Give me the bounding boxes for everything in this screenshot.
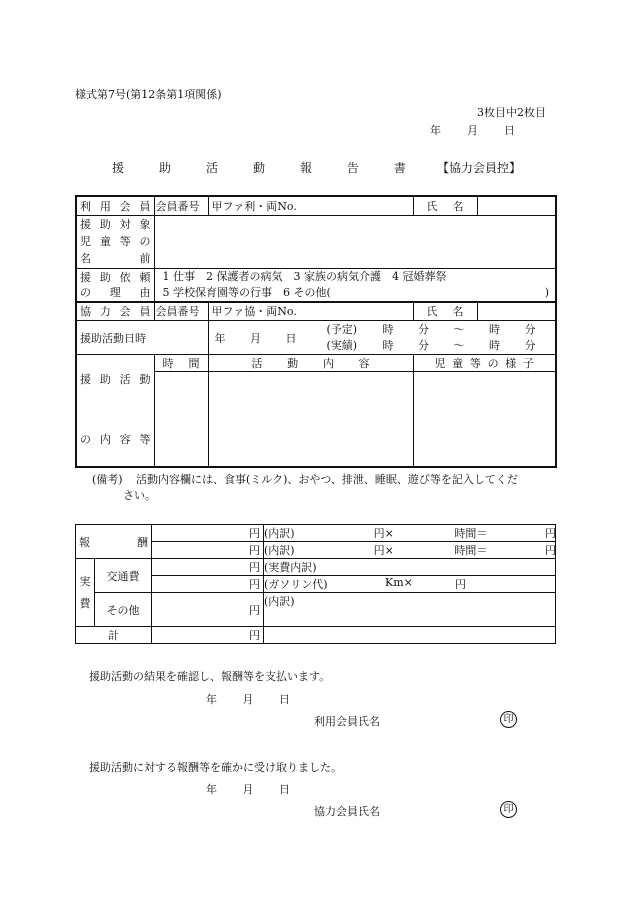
form-number: 様式第7号(第12条第1項関係)	[75, 88, 222, 101]
title-char: 活	[205, 161, 218, 175]
activity-year: 年	[214, 331, 226, 345]
copy-note: 3枚目中2枚目	[477, 106, 546, 119]
actual-expense-label: 実 費	[79, 574, 91, 610]
breakdown-label: (内訳)	[264, 527, 295, 540]
other-label: その他	[95, 593, 152, 627]
time-header: 時 間	[162, 357, 200, 370]
reward-breakdown-1[interactable]	[264, 525, 556, 542]
planned-end-hour: 時	[489, 322, 500, 336]
seal-mark: 印	[500, 801, 517, 818]
title-char: 助	[158, 161, 171, 175]
total-amount[interactable]	[152, 627, 264, 644]
user-member-label: 利 用 会 員	[80, 199, 151, 213]
date-day: 日	[504, 124, 515, 137]
other-amount[interactable]	[152, 593, 264, 627]
yen-unit: 円	[249, 561, 260, 574]
note-line2: さい。	[123, 489, 156, 502]
activity-label-1: 援 助 活 動	[80, 373, 151, 386]
yen-times: 円×	[373, 544, 394, 557]
activity-day: 日	[285, 331, 297, 345]
child-state-entry-area[interactable]	[413, 372, 556, 467]
actual-start-minute: 分	[418, 338, 429, 352]
activity-date-ymd[interactable]	[215, 330, 297, 346]
planned-end-minute: 分	[524, 322, 536, 336]
planned-time-row[interactable]	[327, 322, 536, 338]
breakdown-label: (内訳)	[264, 595, 295, 608]
confirm-year: 年	[206, 693, 217, 706]
name-label: 氏 名	[426, 199, 464, 213]
title-char: 援	[112, 161, 125, 175]
helper-name-label: 氏 名	[426, 305, 464, 319]
title-char: 書	[393, 161, 406, 175]
childLabel-line-1: 援 助 対 象	[80, 218, 151, 231]
title-tag: 【協力会員控】	[437, 161, 522, 175]
yen-times: 円×	[373, 527, 394, 540]
actual-end-hour: 時	[489, 338, 500, 352]
transport-label: 交通費	[95, 559, 152, 593]
activity-label-2: の 内 容 等	[80, 433, 151, 446]
reasonLabel-line-1: 援 助 依 頼	[80, 270, 151, 284]
reason-label	[80, 270, 151, 300]
actual-start-hour: 時	[382, 338, 394, 352]
planned-start-hour: 時	[382, 322, 394, 336]
hours-equals: 時間＝	[454, 527, 488, 540]
hours-equals: 時間＝	[454, 544, 488, 557]
gasoline-label: (ガソリン代)	[264, 578, 328, 591]
reason-line2[interactable]	[163, 285, 556, 301]
reward-amount-2[interactable]	[152, 542, 264, 559]
km-times: Km×	[385, 576, 413, 589]
confirm-month: 月	[242, 783, 254, 796]
user-sign-label: 利用会員氏名	[314, 715, 380, 728]
actual-label: (実績)	[326, 338, 358, 352]
child-state-header: 児 童 等 の 様 子	[434, 357, 534, 370]
user-name-field[interactable]	[477, 196, 556, 215]
helper-member-number-field[interactable]	[208, 302, 413, 321]
total-blank	[264, 627, 556, 644]
yen-unit: 円	[249, 578, 260, 591]
helper-sign-label: 協力会員氏名	[314, 805, 380, 818]
activity-date-label: 援助活動日時	[76, 321, 208, 355]
actual-tilde: ～	[453, 338, 465, 352]
report-table	[75, 195, 557, 468]
helper-member-number-label: 会員番号	[154, 302, 208, 321]
planned-tilde: ～	[453, 322, 465, 336]
helper-name-field[interactable]	[477, 302, 556, 321]
gasoline-field[interactable]	[264, 576, 556, 593]
breakdown-label: (内訳)	[264, 544, 295, 557]
fee-table	[75, 524, 556, 644]
content-header: 活 動 内 容	[251, 357, 370, 370]
actual-end-minute: 分	[524, 338, 536, 352]
reward-amount-1[interactable]	[152, 525, 264, 542]
content-entry-area[interactable]	[208, 372, 413, 467]
note-label: (備考)	[92, 473, 123, 486]
confirm-day: 日	[279, 693, 290, 706]
childLabel-line-3: 名 前	[80, 252, 151, 265]
confirm-day: 日	[279, 783, 290, 796]
page-title	[112, 159, 406, 176]
total-label: 計	[76, 627, 152, 644]
confirm-date-2[interactable]	[206, 781, 290, 797]
note-line1: 活動内容欄には、食事(ミルク)、おやつ、排泄、睡眠、遊び等を記入してくだ	[136, 473, 518, 486]
user-member-number-prefix: 甲ファ利・両No.	[211, 199, 297, 213]
planned-start-minute: 分	[418, 322, 429, 336]
confirm-text-2: 援助活動に対する報酬等を確かに受け取りました。	[89, 761, 342, 774]
user-member-number-field[interactable]	[208, 196, 413, 215]
confirm-text-1: 援助活動の結果を確認し、報酬等を支払います。	[89, 670, 331, 683]
confirm-year: 年	[206, 783, 217, 796]
activity-month: 月	[250, 331, 261, 345]
yen-unit: 円	[545, 544, 556, 557]
yen-unit: 円	[249, 544, 260, 557]
actual-breakdown-label: (実費内訳)	[264, 561, 317, 574]
reward-label: 報 酬	[79, 535, 148, 549]
confirm-month: 月	[242, 693, 254, 706]
helper-member-label: 協 力 会 員	[80, 305, 151, 319]
child-label	[80, 216, 151, 267]
helper-seal-icon[interactable]	[500, 801, 517, 818]
date-year: 年	[430, 124, 441, 137]
transport-amount-2[interactable]	[152, 576, 264, 593]
transport-amount-1[interactable]	[152, 559, 264, 576]
seal-mark: 印	[500, 711, 517, 728]
yen-unit: 円	[249, 603, 260, 617]
actual-time-row[interactable]	[327, 338, 536, 354]
reasonLabel-line-2: の 理 由	[80, 285, 151, 299]
actual-breakdown-field[interactable]	[264, 559, 556, 576]
yen-unit: 円	[455, 578, 466, 591]
note	[92, 472, 518, 504]
childLabel-line-2: 児 童 等 の	[80, 235, 151, 248]
yen-unit: 円	[545, 527, 556, 540]
user-seal-icon[interactable]	[500, 711, 517, 728]
reason-options-2: 5 学校保育園等の行事 6 その他(	[162, 285, 331, 299]
helper-member-number-prefix: 甲ファ協・両No.	[211, 305, 297, 319]
yen-unit: 円	[249, 527, 260, 540]
time-entry-area[interactable]	[154, 372, 208, 467]
reward-breakdown-2[interactable]	[264, 542, 556, 559]
other-breakdown-field[interactable]	[264, 593, 556, 627]
date-month: 月	[467, 124, 478, 137]
planned-label: (予定)	[326, 322, 358, 336]
yen-unit: 円	[249, 629, 260, 642]
header-date	[430, 122, 515, 138]
confirm-date-1[interactable]	[206, 691, 290, 707]
child-section	[76, 215, 556, 268]
reason-line1[interactable]: 1 仕事 2 保護者の病気 3 家族の病気介護 4 冠婚葬祭	[162, 269, 447, 283]
reason-close: )	[544, 285, 549, 299]
title-char: 告	[346, 161, 359, 175]
title-char: 報	[299, 161, 312, 175]
member-number-label: 会員番号	[154, 196, 208, 215]
title-char: 動	[252, 161, 265, 175]
